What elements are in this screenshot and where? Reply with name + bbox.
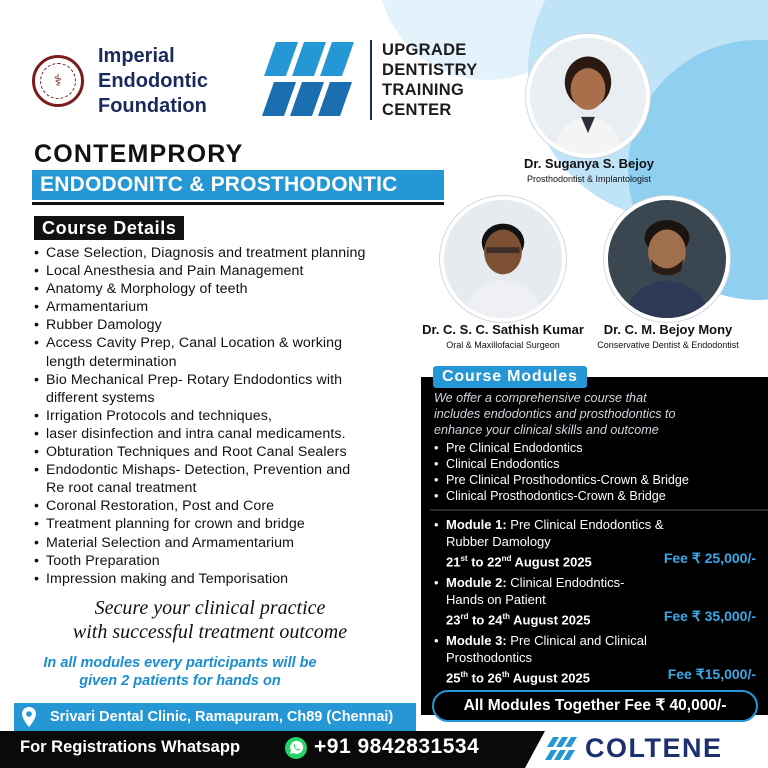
ief-name xyxy=(98,44,208,119)
title-underline xyxy=(32,202,444,205)
list-item: • Clinical Endodontics xyxy=(434,456,689,472)
module-fee: Fee ₹ 25,000/- xyxy=(663,550,756,566)
slogan xyxy=(0,596,420,644)
course-detail-item: • Bio Mechanical Prep- Rotary Endodontics with xyxy=(34,371,434,389)
module-desc: Hands on Patient xyxy=(446,592,546,607)
note-line: In all modules every participants will be xyxy=(43,655,317,671)
module-3 xyxy=(434,632,756,686)
module-dates: 23rd to 24th August 2025 xyxy=(446,612,591,628)
module-desc: Rubber Damology xyxy=(446,534,551,549)
title-line-2: ENDODONITC & PROSTHODONTIC xyxy=(32,170,444,200)
udtc-name-line: CENTER xyxy=(382,101,452,119)
module-fee: Fee ₹15,000/- xyxy=(667,666,756,682)
sponsor-name: COLTENE xyxy=(585,733,723,763)
ief-name-line: Imperial xyxy=(98,44,175,67)
list-item: • Pre Clinical Prosthodontics-Crown & Bridge xyxy=(434,472,689,488)
udtc-name xyxy=(382,40,478,120)
doctor-name: Dr. Suganya S. Bejoy xyxy=(523,156,655,171)
doctor-role: Conservative Dentist & Endodontist xyxy=(597,340,739,350)
panel-divider xyxy=(430,509,768,511)
module-label: Module 1: xyxy=(446,517,507,532)
course-modules-heading: Course Modules xyxy=(433,366,587,388)
list-item: • Pre Clinical Endodontics xyxy=(434,440,689,456)
module-2 xyxy=(434,574,756,628)
doctor-photo-bejoy xyxy=(604,196,730,322)
whatsapp-icon xyxy=(284,736,308,760)
course-detail-item: length determination xyxy=(46,353,177,370)
title-line-1: CONTEMPRORY xyxy=(34,140,244,168)
udtc-name-line: TRAINING xyxy=(382,81,465,99)
course-detail-item: • laser disinfection and intra canal medicaments. xyxy=(34,425,434,443)
udtc-stripes-logo-icon xyxy=(262,42,362,118)
note-line: given 2 patients for hands on xyxy=(79,673,281,689)
list-item: • Clinical Prosthodontics-Crown & Bridge xyxy=(434,488,689,504)
course-detail-item: • Access Cavity Prep, Canal Location & working xyxy=(34,334,434,352)
intro-line: We offer a comprehensive course that xyxy=(434,391,647,405)
course-detail-item: • Local Anesthesia and Pain Management xyxy=(34,262,434,280)
course-detail-item: • Armamentarium xyxy=(34,298,434,316)
module-desc: Pre Clinical and Clinical xyxy=(510,633,647,648)
doctor-photo-suganya xyxy=(526,34,650,158)
course-detail-item: different systems xyxy=(46,389,155,406)
hands-on-note xyxy=(0,654,360,690)
course-modules-list xyxy=(434,440,689,504)
intro-line: includes endodontics and prosthodontics to xyxy=(434,407,676,421)
course-detail-item: • Rubber Damology xyxy=(34,316,434,334)
doctor-role: Prosthodontist & Implantologist xyxy=(526,174,652,184)
module-desc: Pre Clinical Endodontics & xyxy=(510,517,664,532)
module-desc: Prosthodontics xyxy=(446,650,532,665)
course-detail-item: • Endodontic Mishaps- Detection, Prevention and xyxy=(34,461,434,479)
location-pin-icon xyxy=(22,707,36,727)
intro-line: enhance your clinical skills and outcome xyxy=(434,423,659,437)
course-detail-item: • Material Selection and Armamentarium xyxy=(34,534,434,552)
slogan-line: Secure your clinical practice xyxy=(94,597,326,619)
module-dates: 21st to 22nd August 2025 xyxy=(446,554,592,570)
course-detail-item: • Irrigation Protocols and techniques, xyxy=(34,407,434,425)
course-modules-intro xyxy=(434,390,764,438)
doctor-name: Dr. C. M. Bejoy Mony xyxy=(603,322,733,337)
slogan-line: with successful treatment outcome xyxy=(72,621,348,643)
course-detail-item: • Obturation Techniques and Root Canal Sealers xyxy=(34,443,434,461)
module-fee: Fee ₹ 35,000/- xyxy=(663,608,756,624)
seal-logo-icon: ⚕ xyxy=(32,55,84,107)
module-1 xyxy=(434,516,756,570)
ief-logo xyxy=(26,38,242,124)
ief-name-line: Endodontic xyxy=(98,69,208,92)
course-detail-item: • Tooth Preparation xyxy=(34,552,434,570)
doctor-name: Dr. C. S. C. Sathish Kumar xyxy=(422,322,584,337)
module-dates: 25th to 26th August 2025 xyxy=(446,670,590,686)
course-detail-item: • Anatomy & Morphology of teeth xyxy=(34,280,434,298)
logo-divider xyxy=(370,40,372,120)
course-detail-item: • Impression making and Temporisation xyxy=(34,570,434,588)
course-details-list xyxy=(34,244,434,588)
module-label: Module 3: xyxy=(446,633,507,648)
coltene-stripes-logo-icon xyxy=(545,737,581,761)
location-bar: Srivari Dental Clinic, Ramapuram, Ch89 (Chennai) xyxy=(14,703,416,731)
course-detail-item: • Case Selection, Diagnosis and treatment planning xyxy=(34,244,434,262)
udtc-name-line: DENTISTRY xyxy=(382,61,478,79)
ief-name-line: Foundation xyxy=(98,94,207,117)
udtc-name-line: UPGRADE xyxy=(382,41,467,59)
course-detail-item: • Treatment planning for crown and bridge xyxy=(34,515,434,533)
course-detail-item: • Coronal Restoration, Post and Core xyxy=(34,497,434,515)
course-details-heading: Course Details xyxy=(34,216,184,240)
doctor-role: Oral & Maxillofacial Surgeon xyxy=(446,340,560,350)
doctor-photo-sathish xyxy=(440,196,566,322)
module-label: Module 2: xyxy=(446,575,507,590)
course-detail-item: Re root canal treatment xyxy=(46,480,197,497)
all-modules-fee: All Modules Together Fee ₹ 40,000/- xyxy=(432,690,758,722)
registration-label: For Registrations Whatsapp xyxy=(20,738,241,756)
module-desc: Clinical Endodntics- xyxy=(510,575,625,590)
phone-number[interactable]: +91 9842831534 xyxy=(314,735,480,758)
